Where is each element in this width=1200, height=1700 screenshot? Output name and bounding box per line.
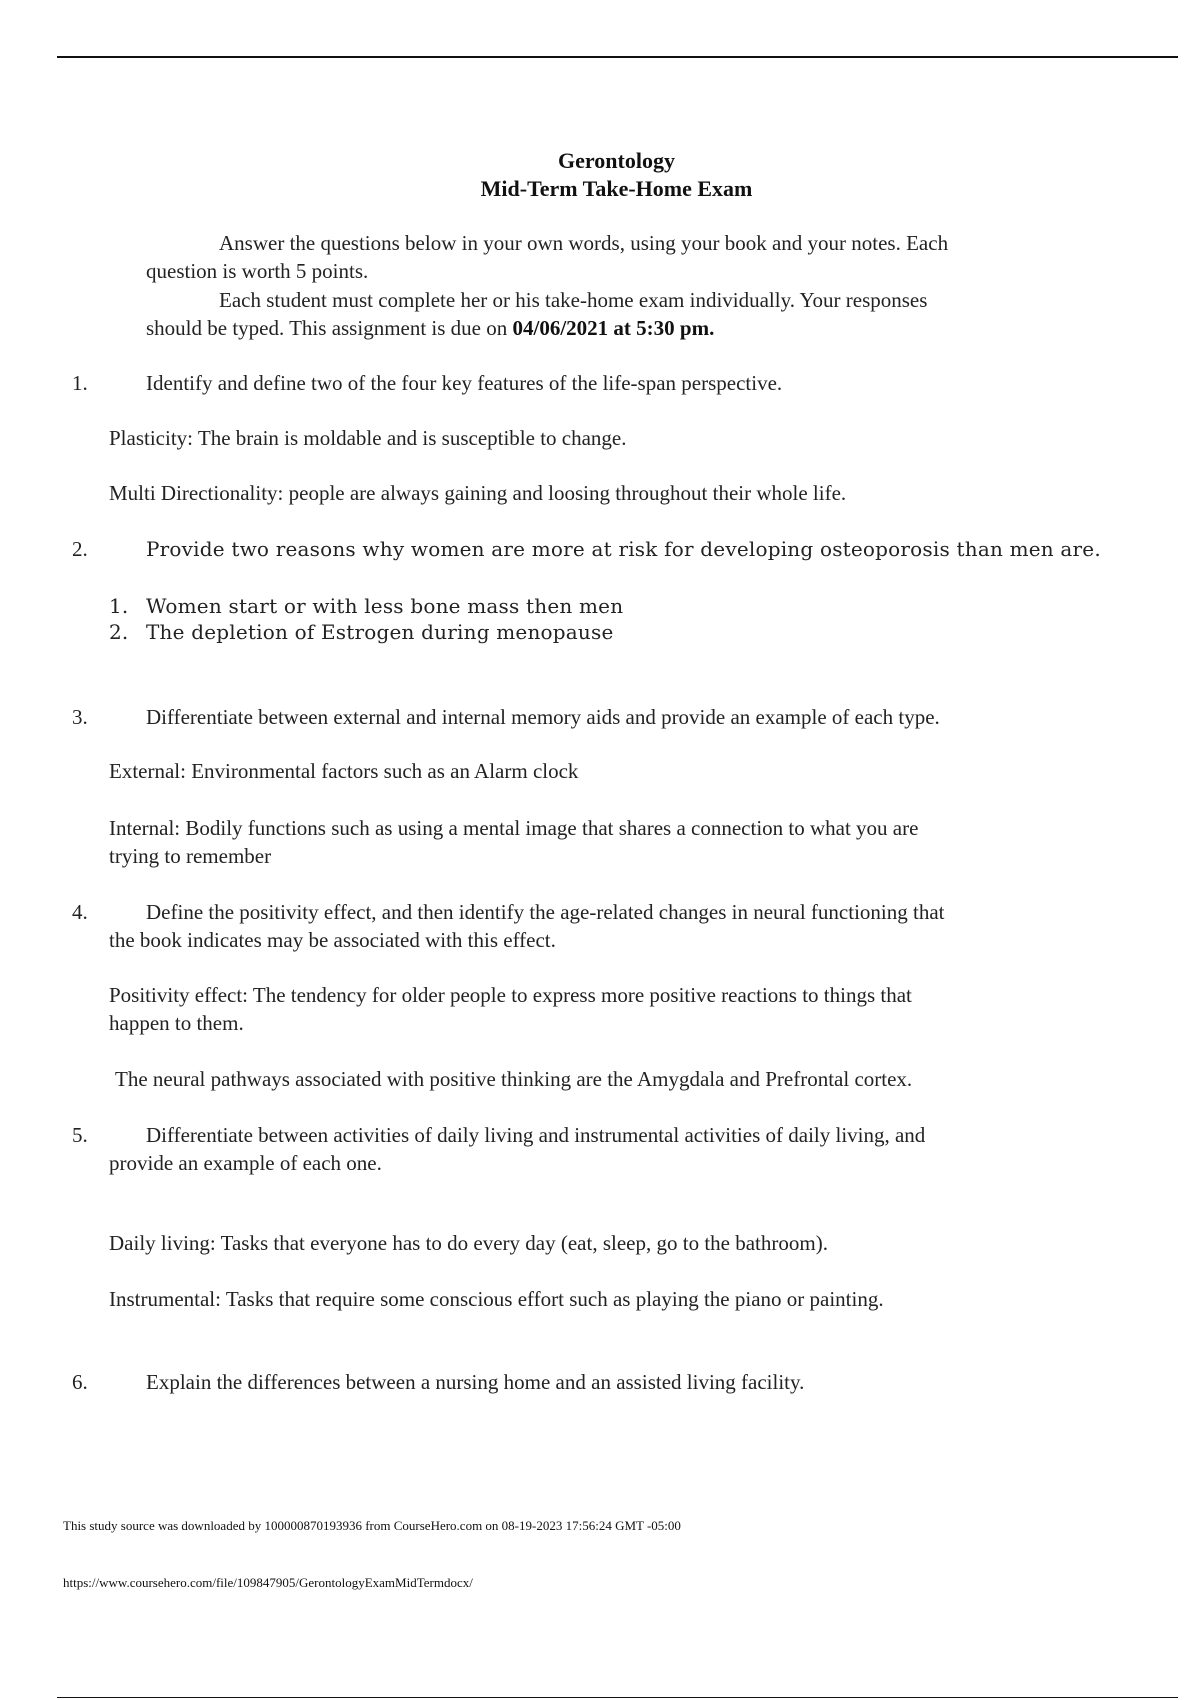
due-date: 04/06/2021 at 5:30 pm. <box>512 316 715 340</box>
bottom-rule <box>57 1697 1178 1698</box>
question-number: 4. <box>72 900 88 924</box>
list-item: The depletion of Estrogen during menopause <box>146 620 614 644</box>
document-subtitle: Mid-Term Take-Home Exam <box>480 176 753 201</box>
question-text: Provide two reasons why women are more at risk for developing osteoporosis than men are. <box>146 537 1101 561</box>
instructions-line <box>146 314 714 342</box>
question-text: Explain the differences between a nursing home and an assisted living facility. <box>146 1370 805 1394</box>
answer-text: The neural pathways associated with positive thinking are the Amygdala and Prefrontal cortex. <box>115 1067 913 1091</box>
question-number: 6. <box>72 1370 88 1394</box>
list-marker: 1. <box>109 594 129 618</box>
instructions-line: question is worth 5 points. <box>146 259 369 283</box>
top-rule <box>57 56 1178 58</box>
answer-text: Internal: Bodily functions such as using a mental image that shares a connection to what you are <box>109 816 919 840</box>
instructions-line: Answer the questions below in your own words, using your book and your notes. Each <box>219 231 949 255</box>
answer-text: Daily living: Tasks that everyone has to do every day (eat, sleep, go to the bathroom). <box>109 1231 828 1255</box>
source-url: https://www.coursehero.com/file/109847905/GerontologyExamMidTermdocx/ <box>63 1575 473 1590</box>
question-text: Differentiate between activities of daily living and instrumental activities of daily living, and <box>146 1123 926 1147</box>
question-text: Identify and define two of the four key features of the life-span perspective. <box>146 371 783 395</box>
answer-text: Positivity effect: The tendency for older people to express more positive reactions to things that <box>109 983 912 1007</box>
instructions-line: Each student must complete her or his take-home exam individually. Your responses <box>219 288 928 312</box>
answer-text: Instrumental: Tasks that require some conscious effort such as playing the piano or painting. <box>109 1287 884 1311</box>
question-number: 3. <box>72 705 88 729</box>
question-text: provide an example of each one. <box>109 1151 382 1175</box>
question-text: the book indicates may be associated with this effect. <box>109 928 556 952</box>
answer-text: External: Environmental factors such as an Alarm clock <box>109 759 579 783</box>
answer-text: happen to them. <box>109 1011 244 1035</box>
question-number: 1. <box>72 371 88 395</box>
question-text: Define the positivity effect, and then identify the age-related changes in neural functioning that <box>146 900 945 924</box>
document-title: Gerontology <box>558 148 675 173</box>
question-number: 2. <box>72 537 88 561</box>
answer-text: trying to remember <box>109 844 272 868</box>
due-text: should be typed. This assignment is due on <box>146 316 513 340</box>
question-number: 5. <box>72 1123 88 1147</box>
list-marker: 2. <box>109 620 129 644</box>
list-item: Women start or with less bone mass then men <box>146 594 624 618</box>
source-notice: This study source was downloaded by 100000870193936 from CourseHero.com on 08-19-2023 17:56:24 GMT -05:00 <box>63 1518 681 1533</box>
answer-text: Multi Directionality: people are always gaining and loosing throughout their whole life. <box>109 481 847 505</box>
question-text: Differentiate between external and internal memory aids and provide an example of each type. <box>146 705 940 729</box>
answer-text: Plasticity: The brain is moldable and is susceptible to change. <box>109 426 627 450</box>
